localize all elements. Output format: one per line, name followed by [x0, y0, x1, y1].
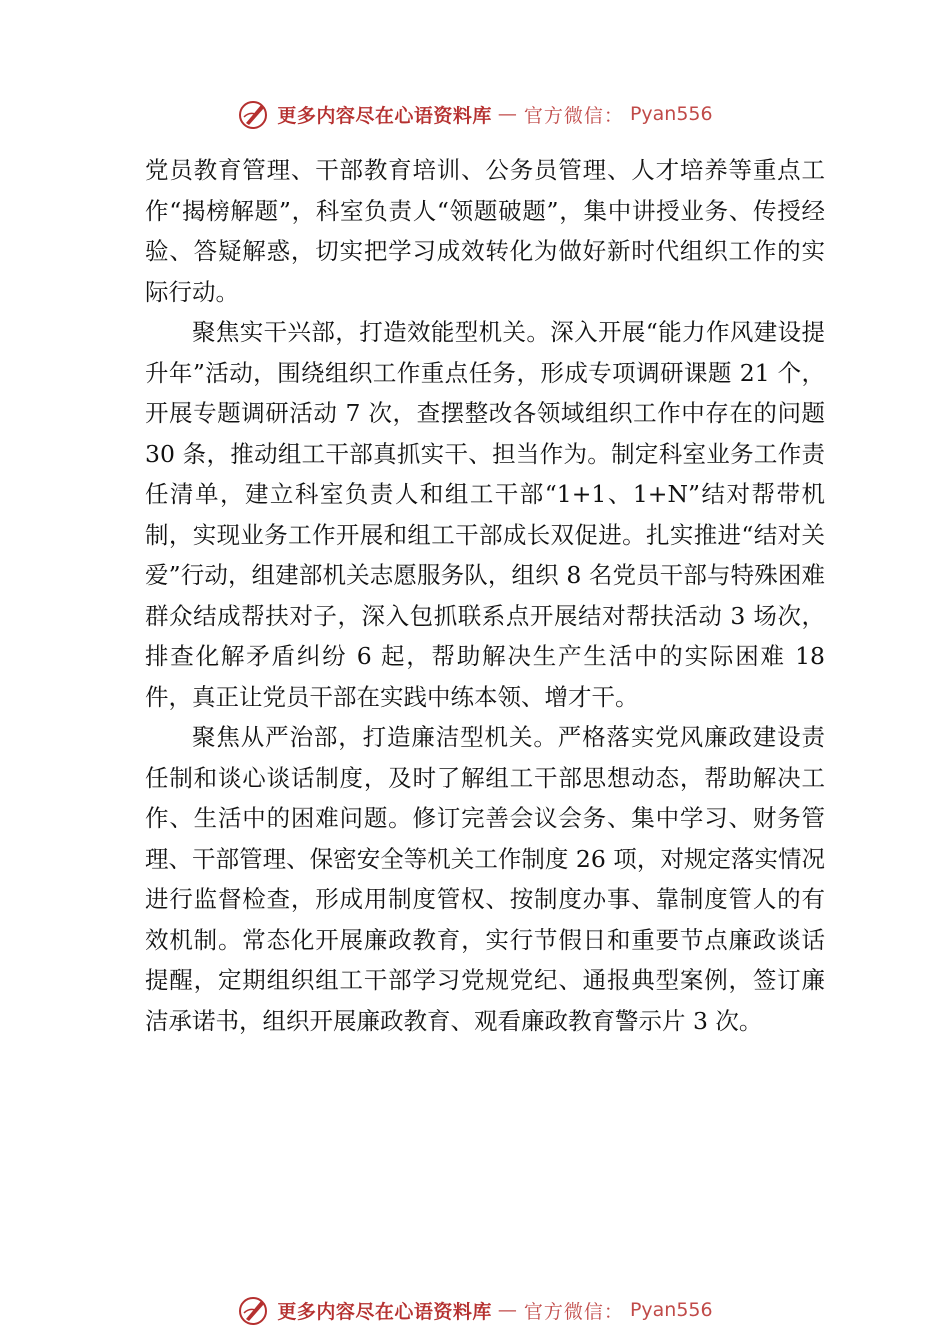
- header-banner: [0, 96, 950, 132]
- pen-logo-icon: [237, 1293, 271, 1327]
- paragraph-efficiency: 聚焦实干兴部，打造效能型机关。深入开展“能力作风建设提升年”活动，围绕组织工作重点任务，形成专项调研课题 21 个，开展专题调研活动 7 次，查摆整改各领域组织工作中存在的问题 30 条，推动组工干部真抓实干、担当作为。制定科室业务工作责任清单，建立科室负责人和组工干部“1+1、1+N”结对帮带机制，实现业务工作开展和组工干部成长双促进。扎实推进“结对关爱”行动，组建部机关志愿服务队，组织 8 名党员干部与特殊困难群众结成帮扶对子，深入包抓联系点开展结对帮扶活动 3 场次，排查化解矛盾纠纷 6 起，帮助解决生产生活中的实际困难 18 件，真正让党员干部在实践中练本领、增才干。: [145, 318, 825, 711]
- wechat-label: 官方微信：: [523, 104, 624, 127]
- brand-name: 更多内容尽在心语资料库: [277, 104, 492, 127]
- banner-separator: —: [497, 1299, 518, 1321]
- paragraph-continued: 党员教育管理、干部教育培训、公务员管理、人才培养等重点工作“揭榜解题”，科室负责人“领题破题”，集中讲授业务、传授经验、答疑解惑，切实把学习成效转化为做好新时代组织工作的实际行动。: [145, 156, 825, 306]
- footer-banner: [0, 1292, 950, 1328]
- paragraph-integrity: 聚焦从严治部，打造廉洁型机关。严格落实党风廉政建设责任制和谈心谈话制度，及时了解组工干部思想动态，帮助解决工作、生活中的困难问题。修订完善会议会务、集中学习、财务管理、干部管理、保密安全等机关工作制度 26 项，对规定落实情况进行监督检查，形成用制度管权、按制度办事、靠制度管人的有效机制。常态化开展廉政教育，实行节假日和重要节点廉政谈话提醒，定期组织组工干部学习党规党纪、通报典型案例，签订廉洁承诺书，组织开展廉政教育、观看廉政教育警示片 3 次。: [145, 723, 825, 1035]
- document-body: [145, 150, 825, 1041]
- pen-logo-icon: [237, 97, 271, 131]
- wechat-label: 官方微信：: [523, 1300, 624, 1323]
- brand-name: 更多内容尽在心语资料库: [277, 1300, 492, 1323]
- wechat-account: Pyan556: [629, 103, 713, 125]
- banner-separator: —: [497, 103, 518, 125]
- wechat-account: Pyan556: [629, 1299, 713, 1321]
